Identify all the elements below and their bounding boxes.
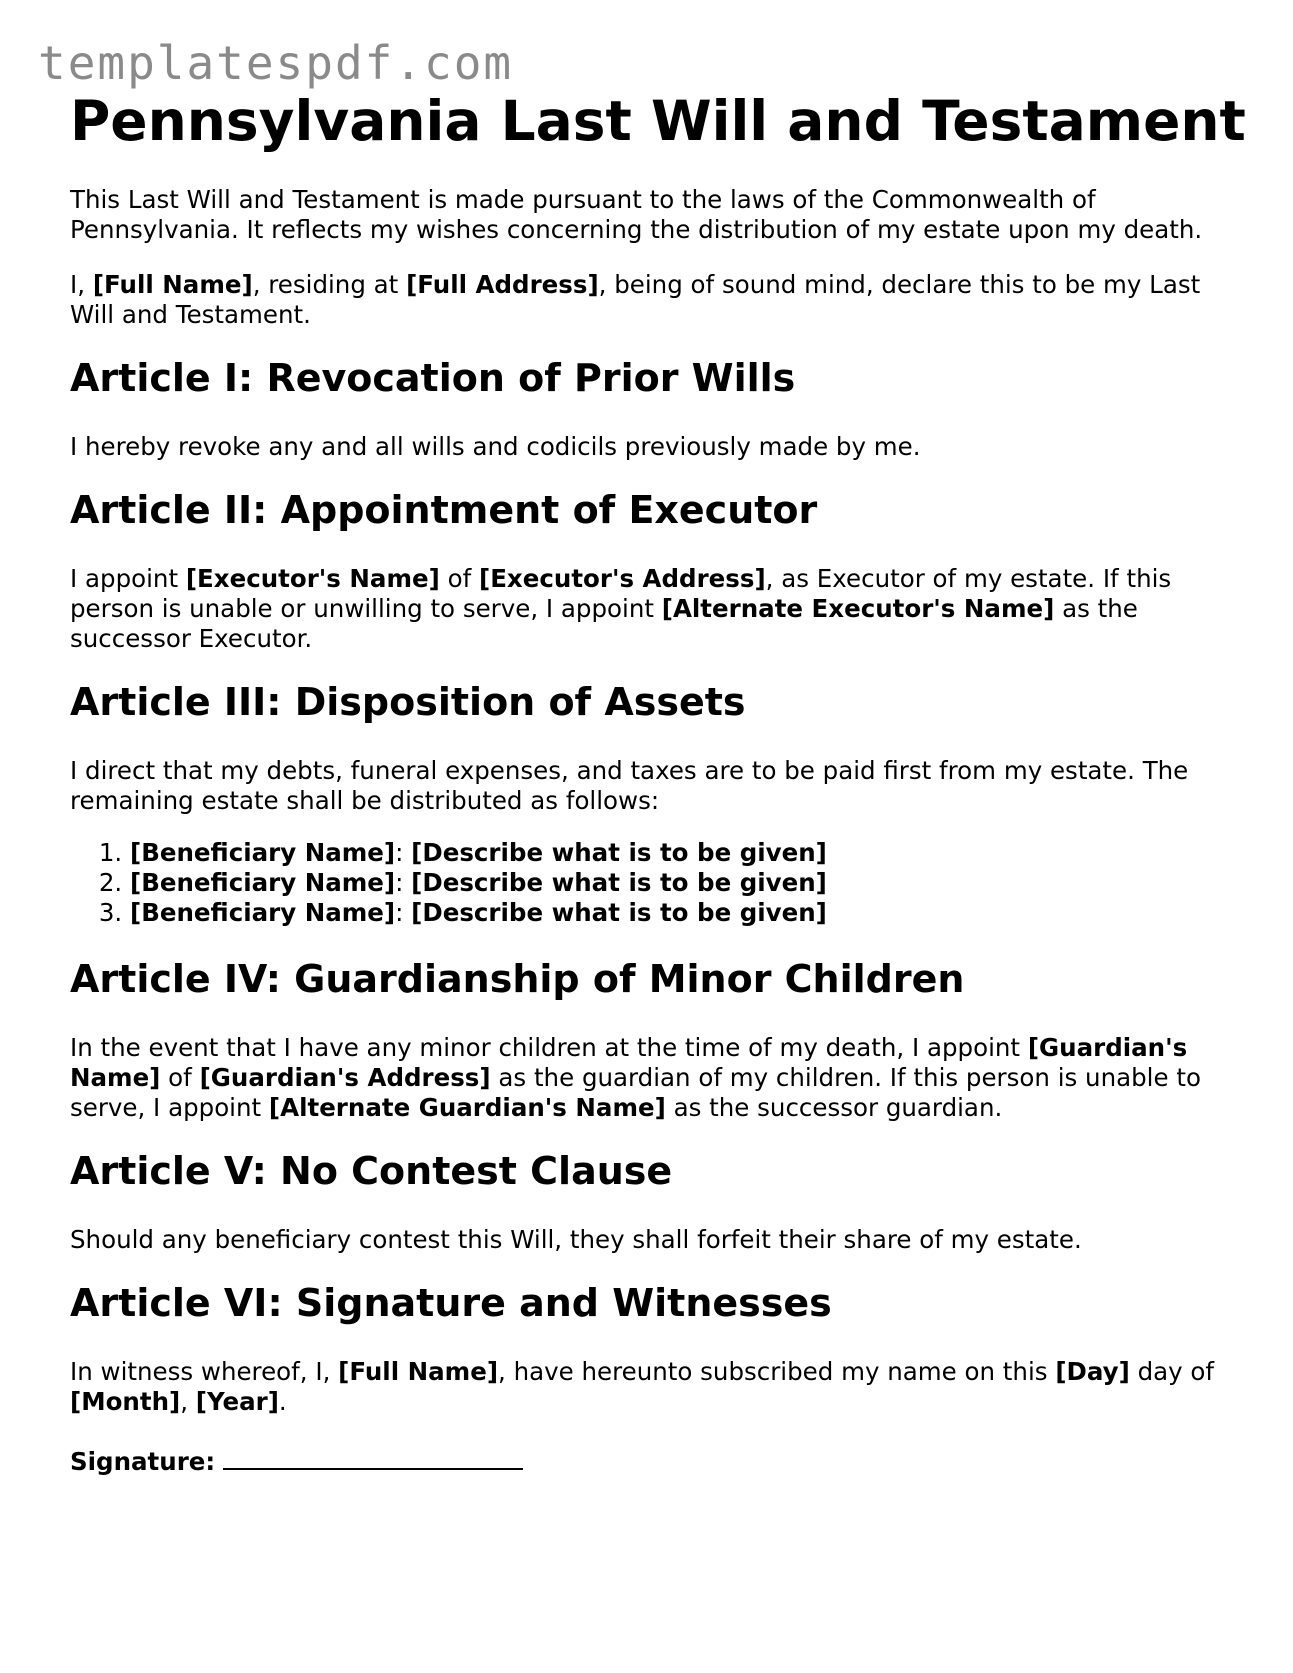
article-2-text	[70, 564, 1225, 654]
text-segment: ,	[180, 1387, 196, 1416]
day-placeholder: [Day]	[1055, 1357, 1130, 1386]
signature-row	[70, 1442, 1225, 1477]
intro-paragraph: This Last Will and Testament is made pursuant to the laws of the Commonwealth of Pennsylvania. It reflects my wishes concerning the distribution of my estate upon my death.	[70, 185, 1203, 244]
text-segment: In witness whereof, I,	[70, 1357, 339, 1386]
text-segment: I appoint	[70, 564, 186, 593]
gift-placeholder: [Describe what is to be given]	[411, 898, 827, 927]
guardian-name-placeholder: [Guardian's Name]	[70, 1033, 1188, 1092]
executor-name-placeholder: [Executor's Name]	[185, 564, 440, 593]
gift-placeholder: [Describe what is to be given]	[411, 868, 827, 897]
list-item	[130, 868, 1225, 898]
year-placeholder: [Year]	[195, 1387, 279, 1416]
text-segment: , have hereunto subscribed my name on this	[498, 1357, 1056, 1386]
text-segment: :	[395, 868, 412, 897]
text-segment: day of	[1129, 1357, 1215, 1386]
beneficiary-placeholder: [Beneficiary Name]	[130, 868, 396, 897]
article-6-heading: Article VI: Signature and Witnesses	[70, 1281, 832, 1325]
guardian-address-placeholder: [Guardian's Address]	[199, 1063, 491, 1092]
executor-address-placeholder: [Executor's Address]	[479, 564, 766, 593]
beneficiary-placeholder: [Beneficiary Name]	[130, 898, 396, 927]
article-5-heading: Article V: No Contest Clause	[70, 1149, 673, 1193]
declaration-paragraph	[70, 270, 1225, 330]
watermark: templatespdf.com	[38, 36, 514, 90]
full-address-placeholder: [Full Address]	[406, 270, 599, 299]
text-segment: :	[395, 898, 412, 927]
beneficiary-placeholder: [Beneficiary Name]	[130, 838, 396, 867]
text-segment: of	[439, 564, 479, 593]
signature-label: Signature:	[70, 1447, 216, 1476]
beneficiary-list	[70, 838, 1225, 928]
full-name-placeholder: [Full Name]	[92, 270, 253, 299]
month-placeholder: [Month]	[70, 1387, 181, 1416]
article-3-text: I direct that my debts, funeral expenses, and taxes are to be paid first from my estate. The remaining estate shall be distributed as follows:	[70, 756, 1189, 815]
article-1-heading: Article I: Revocation of Prior Wills	[70, 356, 796, 400]
text-segment: , being of sound mind, declare this to be my Last Will and Testament.	[70, 270, 1201, 329]
text-segment: as the successor Executor.	[70, 594, 1138, 653]
signature-line[interactable]	[223, 1442, 523, 1470]
text-segment: I,	[70, 270, 93, 299]
text-segment: .	[278, 1387, 287, 1416]
article-4-text	[70, 1033, 1225, 1123]
text-segment: , as Executor of my estate. If this person is unable or unwilling to serve, I appoint	[70, 564, 1172, 623]
full-name-placeholder: [Full Name]	[338, 1357, 499, 1386]
text-segment: In the event that I have any minor children at the time of my death, I appoint	[70, 1033, 1028, 1062]
text-segment: :	[395, 838, 412, 867]
article-5-text: Should any beneficiary contest this Will, they shall forfeit their share of my estate.	[70, 1225, 1082, 1254]
article-4-heading: Article IV: Guardianship of Minor Children	[70, 957, 965, 1001]
alternate-executor-placeholder: [Alternate Executor's Name]	[661, 594, 1055, 623]
list-item	[130, 898, 1225, 928]
text-segment: as the guardian of my children. If this person is unable to serve, I appoint	[70, 1063, 1201, 1122]
article-1-text: I hereby revoke any and all wills and codicils previously made by me.	[70, 432, 921, 461]
article-3-heading: Article III: Disposition of Assets	[70, 680, 746, 724]
text-segment: of	[160, 1063, 200, 1092]
text-segment: as the successor guardian.	[665, 1093, 1003, 1122]
gift-placeholder: [Describe what is to be given]	[411, 838, 827, 867]
text-segment: , residing at	[252, 270, 407, 299]
article-2-heading: Article II: Appointment of Executor	[70, 488, 818, 532]
article-6-text	[70, 1357, 1225, 1417]
list-item	[130, 838, 1225, 868]
alternate-guardian-placeholder: [Alternate Guardian's Name]	[268, 1093, 666, 1122]
page-title: Pennsylvania Last Will and Testament	[70, 89, 1246, 153]
document-body	[70, 185, 1225, 1502]
